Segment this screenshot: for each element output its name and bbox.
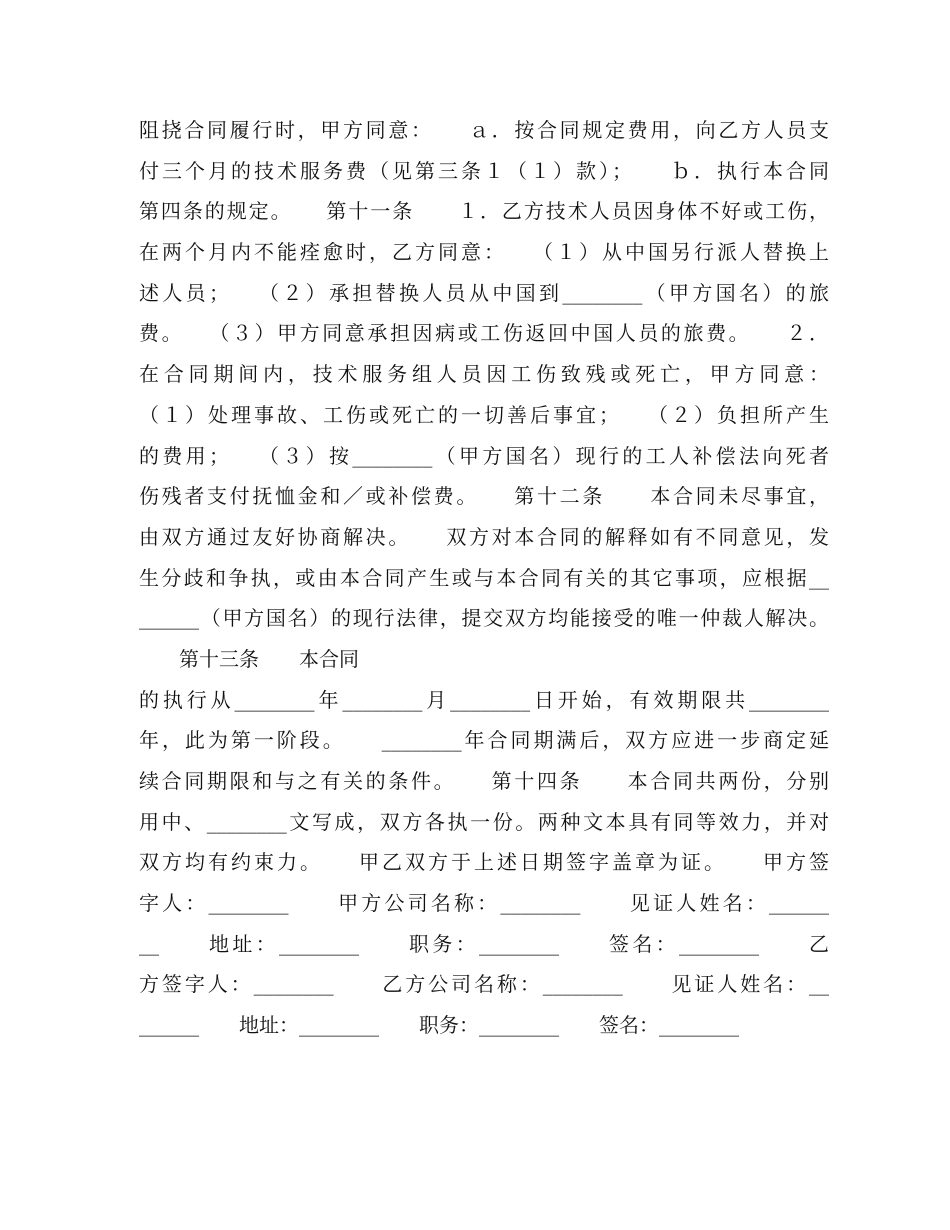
text-line: 的费用； （３）按________（甲方国名）现行的工人补偿法向死者	[139, 443, 829, 468]
text-line: 伤残者支付抚恤金和／或补偿费。 第十二条 本合同未尽事宜，	[139, 484, 829, 509]
text-line: 的执行从________年________月________日开始，有效期限共________	[139, 687, 829, 712]
text-line: 在两个月内不能痊愈时，乙方同意： （１）从中国另行派人替换上	[139, 240, 829, 265]
text-line: ______（甲方国名）的现行法律，提交双方均能接受的唯一仲裁人解决。	[139, 606, 829, 631]
text-line: 年，此为第一阶段。 ________年合同期满后，双方应进一步商定延	[139, 728, 829, 753]
contract-body-text	[139, 110, 829, 1046]
text-line: 用中、________文写成，双方各执一份。两种文本具有同等效力，并对	[139, 809, 829, 834]
text-line: 付三个月的技术服务费（见第三条１（１）款）； ｂ．执行本合同	[139, 158, 829, 183]
text-line: 述人员； （２）承担替换人员从中国到________（甲方国名）的旅	[139, 280, 829, 305]
text-line: 字人：________ 甲方公司名称：________ 见证人姓名：______	[139, 891, 829, 916]
text-line: 第四条的规定。 第十一条 １．乙方技术人员因身体不好或工伤，	[139, 199, 829, 224]
text-line: 方签字人：________ 乙方公司名称：________ 见证人姓名：__	[139, 972, 829, 997]
text-line: 阻挠合同履行时，甲方同意： ａ．按合同规定费用，向乙方人员支	[139, 118, 829, 142]
text-line: 续合同期限和与之有关的条件。 第十四条 本合同共两份，分别	[139, 769, 829, 793]
text-line: 生分歧和争执，或由本合同产生或与本合同有关的其它事项，应根据__	[139, 565, 829, 590]
text-line: 在合同期间内，技术服务组人员因工伤致残或死亡，甲方同意：	[139, 362, 829, 387]
text-line: 由双方通过友好协商解决。 双方对本合同的解释如有不同意见，发	[139, 524, 829, 549]
text-line: __ 地址：________ 职务：________ 签名：________ 乙	[139, 931, 829, 956]
text-line: 费。 （３）甲方同意承担因病或工伤返回中国人员的旅费。 ２．	[139, 321, 829, 346]
text-line: 双方均有约束力。 甲乙双方于上述日期签字盖章为证。 甲方签	[139, 850, 829, 875]
text-line: ______ 地址：________ 职务：________ 签名：________	[139, 1013, 739, 1038]
text-line: 第十三条 本合同	[139, 646, 359, 671]
text-line: （１）处理事故、工伤或死亡的一切善后事宜； （２）负担所产生	[139, 402, 829, 427]
